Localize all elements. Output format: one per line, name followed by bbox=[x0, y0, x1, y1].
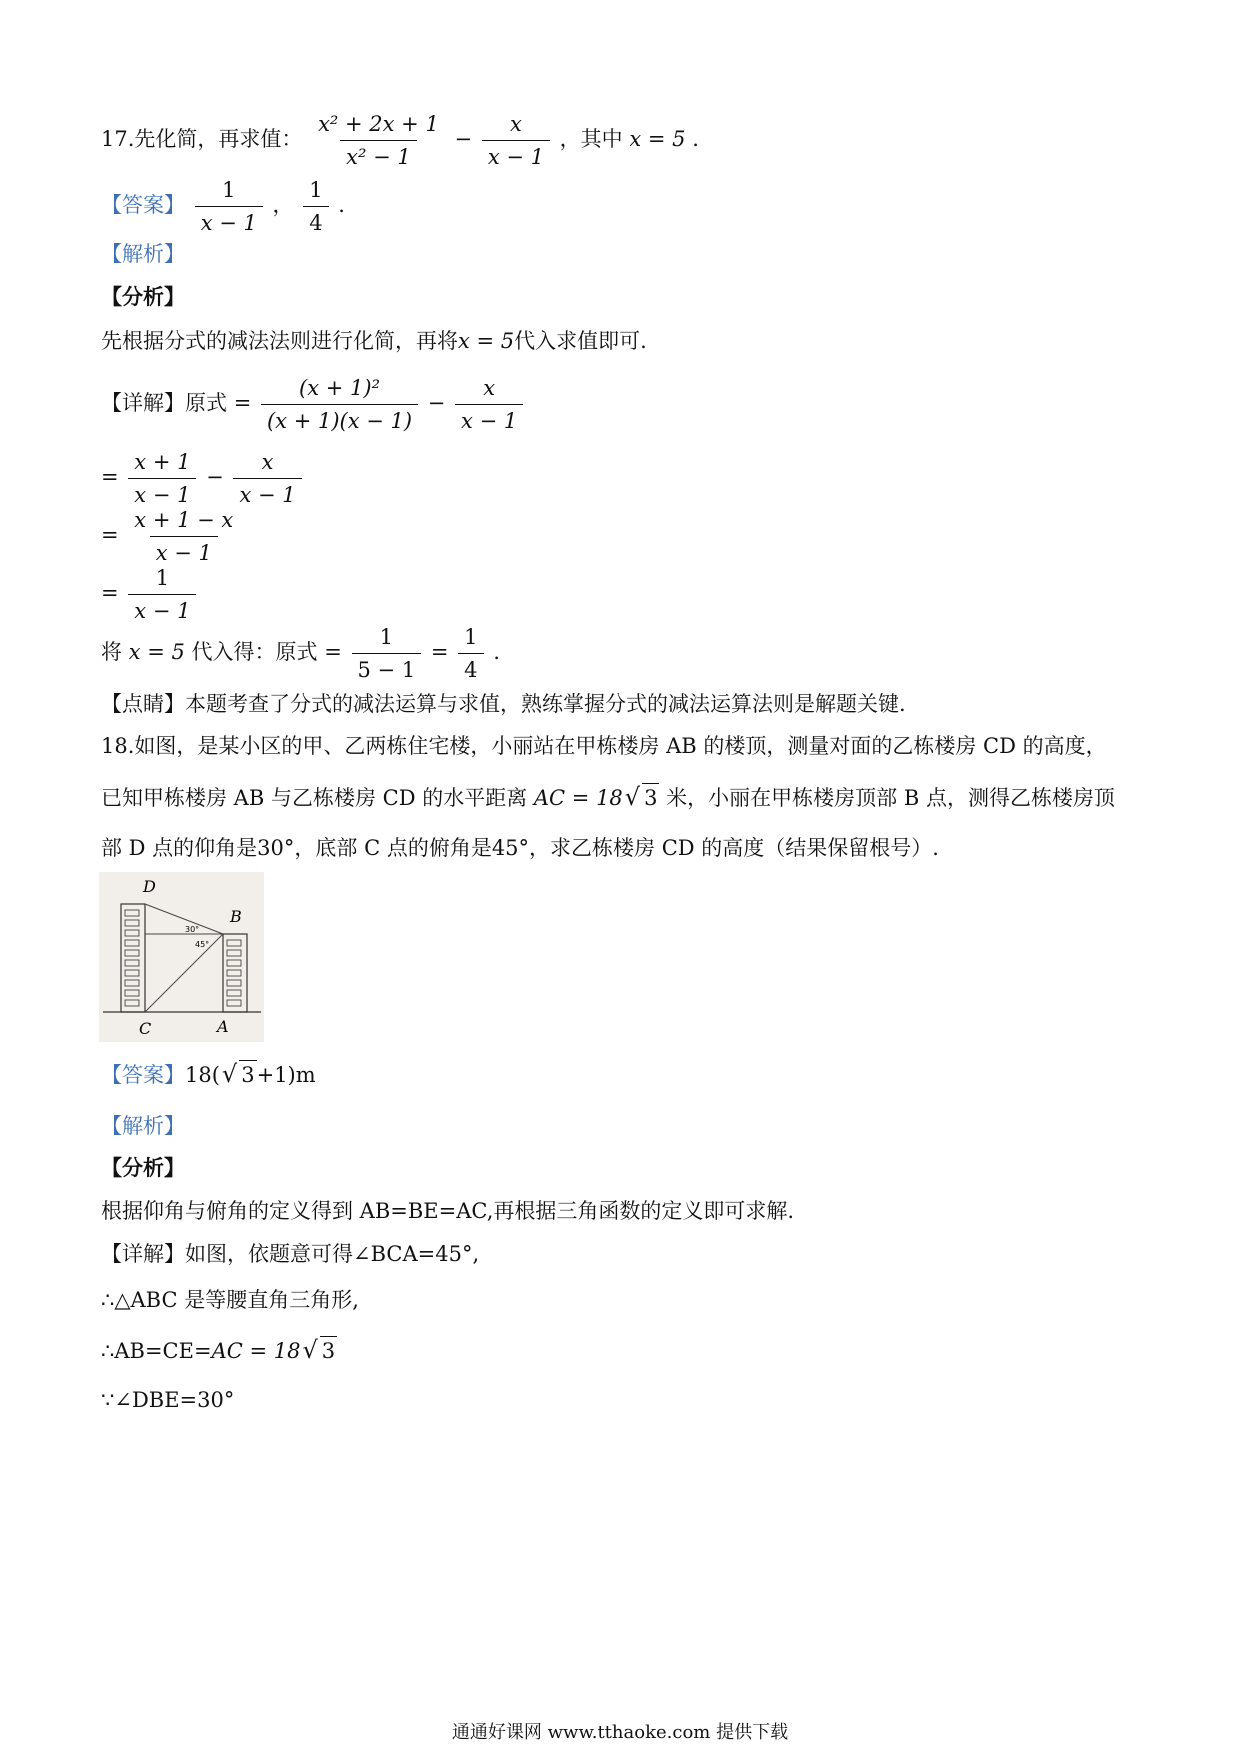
fenxi-tag: 【分析】 bbox=[101, 1155, 185, 1180]
a17-step-3 bbox=[101, 508, 242, 565]
a17-s4-den: x − 1 bbox=[128, 594, 196, 623]
a17-s4-num: 1 bbox=[155, 566, 170, 590]
q17-frac1-numerator: x² + 2x + 1 bbox=[318, 112, 439, 136]
a18-answer-a: 18( bbox=[185, 1063, 220, 1087]
q17-period: . bbox=[692, 127, 699, 151]
a17-s2-fraction bbox=[128, 450, 196, 507]
a17-s2-num2: x bbox=[261, 450, 274, 474]
a17-s1-fraction bbox=[261, 376, 418, 433]
label-45: 45° bbox=[195, 940, 210, 949]
a17-s1-fraction-2 bbox=[455, 376, 523, 433]
a17-step-1 bbox=[101, 376, 526, 433]
a17-comma: ， bbox=[272, 193, 294, 217]
sqrt-icon: √ bbox=[221, 1060, 238, 1088]
a17-period: . bbox=[338, 193, 345, 217]
a17-s1-den2: x − 1 bbox=[455, 404, 523, 433]
q18-line-3: 部 D 点的仰角是30°，底部 C 点的俯角是45°，求乙栋楼房 CD 的高度（结果保留根号）. bbox=[101, 836, 939, 860]
equals-sign: = bbox=[324, 640, 342, 664]
jiexi-tag: 【解析】 bbox=[101, 1114, 185, 1138]
a17-fenxi-x: x = 5 bbox=[458, 329, 515, 353]
a18-answer-line bbox=[101, 1060, 316, 1089]
q17-frac2-denominator: x − 1 bbox=[482, 140, 550, 169]
a17-s2-den2: x − 1 bbox=[233, 478, 301, 507]
equals-sign: = bbox=[430, 640, 449, 664]
a17-s1-num2: x bbox=[483, 376, 496, 400]
q17-frac1-denominator: x² − 1 bbox=[340, 140, 417, 169]
a17-sub-num2: 1 bbox=[464, 625, 478, 649]
q17-suffix: ，其中 bbox=[559, 127, 623, 151]
equals-sign: = bbox=[101, 523, 119, 547]
a17-val-den: 4 bbox=[303, 206, 328, 235]
equals-sign: = bbox=[233, 391, 252, 415]
a17-sub-fraction bbox=[352, 625, 422, 682]
a18-line-b-a: ∴AB=CE= bbox=[101, 1339, 212, 1363]
q18-line-1: 18.如图，是某小区的甲、乙两栋住宅楼，小丽站在甲栋楼房 AB 的楼顶，测量对面的乙栋楼房 CD 的高度， bbox=[101, 734, 1107, 758]
a18-line-b bbox=[101, 1336, 337, 1365]
q18-figure bbox=[99, 872, 264, 1042]
a17-answer-line bbox=[101, 178, 345, 235]
a17-dianjing: 【点睛】本题考查了分式的减法运算与求值，熟练掌握分式的减法运算法则是解题关键. bbox=[101, 692, 906, 716]
q18-ac: AC = 18 bbox=[533, 786, 623, 810]
a17-s1-den: (x + 1)(x − 1) bbox=[261, 404, 418, 433]
q17-fraction-2 bbox=[482, 112, 550, 169]
a17-sub-num: 1 bbox=[379, 625, 394, 649]
a17-ans-num: 1 bbox=[222, 178, 236, 202]
a18-line-b-radicand: 3 bbox=[320, 1336, 337, 1365]
equals-sign: = bbox=[101, 581, 119, 605]
a17-sub-fraction-2 bbox=[458, 625, 483, 682]
answer-tag: 【答案】 bbox=[101, 1063, 185, 1087]
a17-fenxi-text bbox=[101, 327, 647, 355]
label-D: D bbox=[143, 877, 156, 896]
q17-prefix: 17.先化简，再求值： bbox=[101, 127, 303, 151]
q18-radicand: 3 bbox=[642, 783, 659, 812]
equals-sign: = bbox=[101, 465, 119, 489]
a17-ans-den: x − 1 bbox=[195, 206, 263, 235]
q17-line bbox=[101, 112, 699, 169]
label-A: A bbox=[217, 1017, 229, 1036]
minus-sign: − bbox=[206, 465, 224, 489]
a17-s2-fraction-2 bbox=[233, 450, 301, 507]
q18-line2-a: 已知甲栋楼房 AB 与乙栋楼房 CD 的水平距离 bbox=[101, 786, 528, 810]
q18-line-2 bbox=[101, 783, 1115, 812]
a18-fenxi-text: 根据仰角与俯角的定义得到 AB=BE=AC,再根据三角函数的定义即可求解. bbox=[101, 1199, 795, 1223]
answer-tag: 【答案】 bbox=[101, 193, 185, 217]
building-diagram bbox=[99, 872, 264, 1042]
a17-sub-b: 代入得：原式 bbox=[191, 640, 318, 664]
a17-fenxi-a: 先根据分式的减法法则进行化简，再将 bbox=[101, 329, 458, 353]
sqrt-icon: √ bbox=[302, 1336, 318, 1364]
sqrt-icon: √ bbox=[624, 783, 641, 811]
label-C: C bbox=[139, 1019, 152, 1038]
a17-s2-num: x + 1 bbox=[134, 450, 191, 474]
q17-condition: x = 5 bbox=[629, 127, 686, 151]
a17-s3-fraction bbox=[128, 508, 239, 565]
a17-substitute bbox=[101, 625, 500, 682]
a17-val-num: 1 bbox=[309, 178, 323, 202]
label-B: B bbox=[230, 907, 242, 926]
q17-minus: − bbox=[454, 127, 473, 151]
a17-s3-den: x − 1 bbox=[150, 536, 218, 565]
label-30: 30° bbox=[185, 925, 200, 934]
minus-sign: − bbox=[427, 391, 446, 415]
a18-answer-radicand: 3 bbox=[239, 1060, 256, 1089]
page-footer: 通通好课网 www.tthaoke.com 提供下载 bbox=[451, 1722, 789, 1743]
a17-step-2 bbox=[101, 450, 305, 507]
a17-fenxi-b: 代入求值即可. bbox=[514, 329, 647, 353]
a17-s2-den: x − 1 bbox=[128, 478, 196, 507]
a17-sub-den2: 4 bbox=[458, 653, 483, 682]
a17-answer-fraction bbox=[195, 178, 263, 235]
a17-s1-num: (x + 1)² bbox=[299, 376, 380, 400]
a18-answer-b: +1)m bbox=[256, 1063, 316, 1087]
q18-line2-b: 米，小丽在甲栋楼房顶部 B 点，测得乙栋楼房顶 bbox=[666, 786, 1115, 810]
a17-sub-a: 将 bbox=[101, 640, 122, 664]
a17-value-fraction bbox=[303, 178, 328, 235]
fenxi-tag: 【分析】 bbox=[101, 284, 185, 309]
q17-fraction-1 bbox=[312, 112, 445, 169]
a18-line-b-ac: AC = 18 bbox=[211, 1339, 301, 1363]
a17-sub-den: 5 − 1 bbox=[352, 653, 422, 682]
a18-line-c: ∵∠DBE=30° bbox=[101, 1388, 235, 1412]
a18-line-a: ∴△ABC 是等腰直角三角形, bbox=[101, 1288, 359, 1312]
a17-s4-fraction bbox=[128, 566, 196, 623]
jiexi-tag: 【解析】 bbox=[101, 242, 185, 266]
xiangjie-tag: 【详解】原式 bbox=[101, 391, 227, 415]
a17-step-4 bbox=[101, 566, 199, 623]
a17-sub-period: . bbox=[493, 640, 500, 664]
a17-s3-num: x + 1 − x bbox=[134, 508, 234, 532]
q17-frac2-numerator: x bbox=[509, 112, 522, 136]
a18-xiangjie: 【详解】如图，依题意可得∠BCA=45°, bbox=[101, 1242, 480, 1266]
a17-sub-x: x = 5 bbox=[128, 640, 185, 664]
